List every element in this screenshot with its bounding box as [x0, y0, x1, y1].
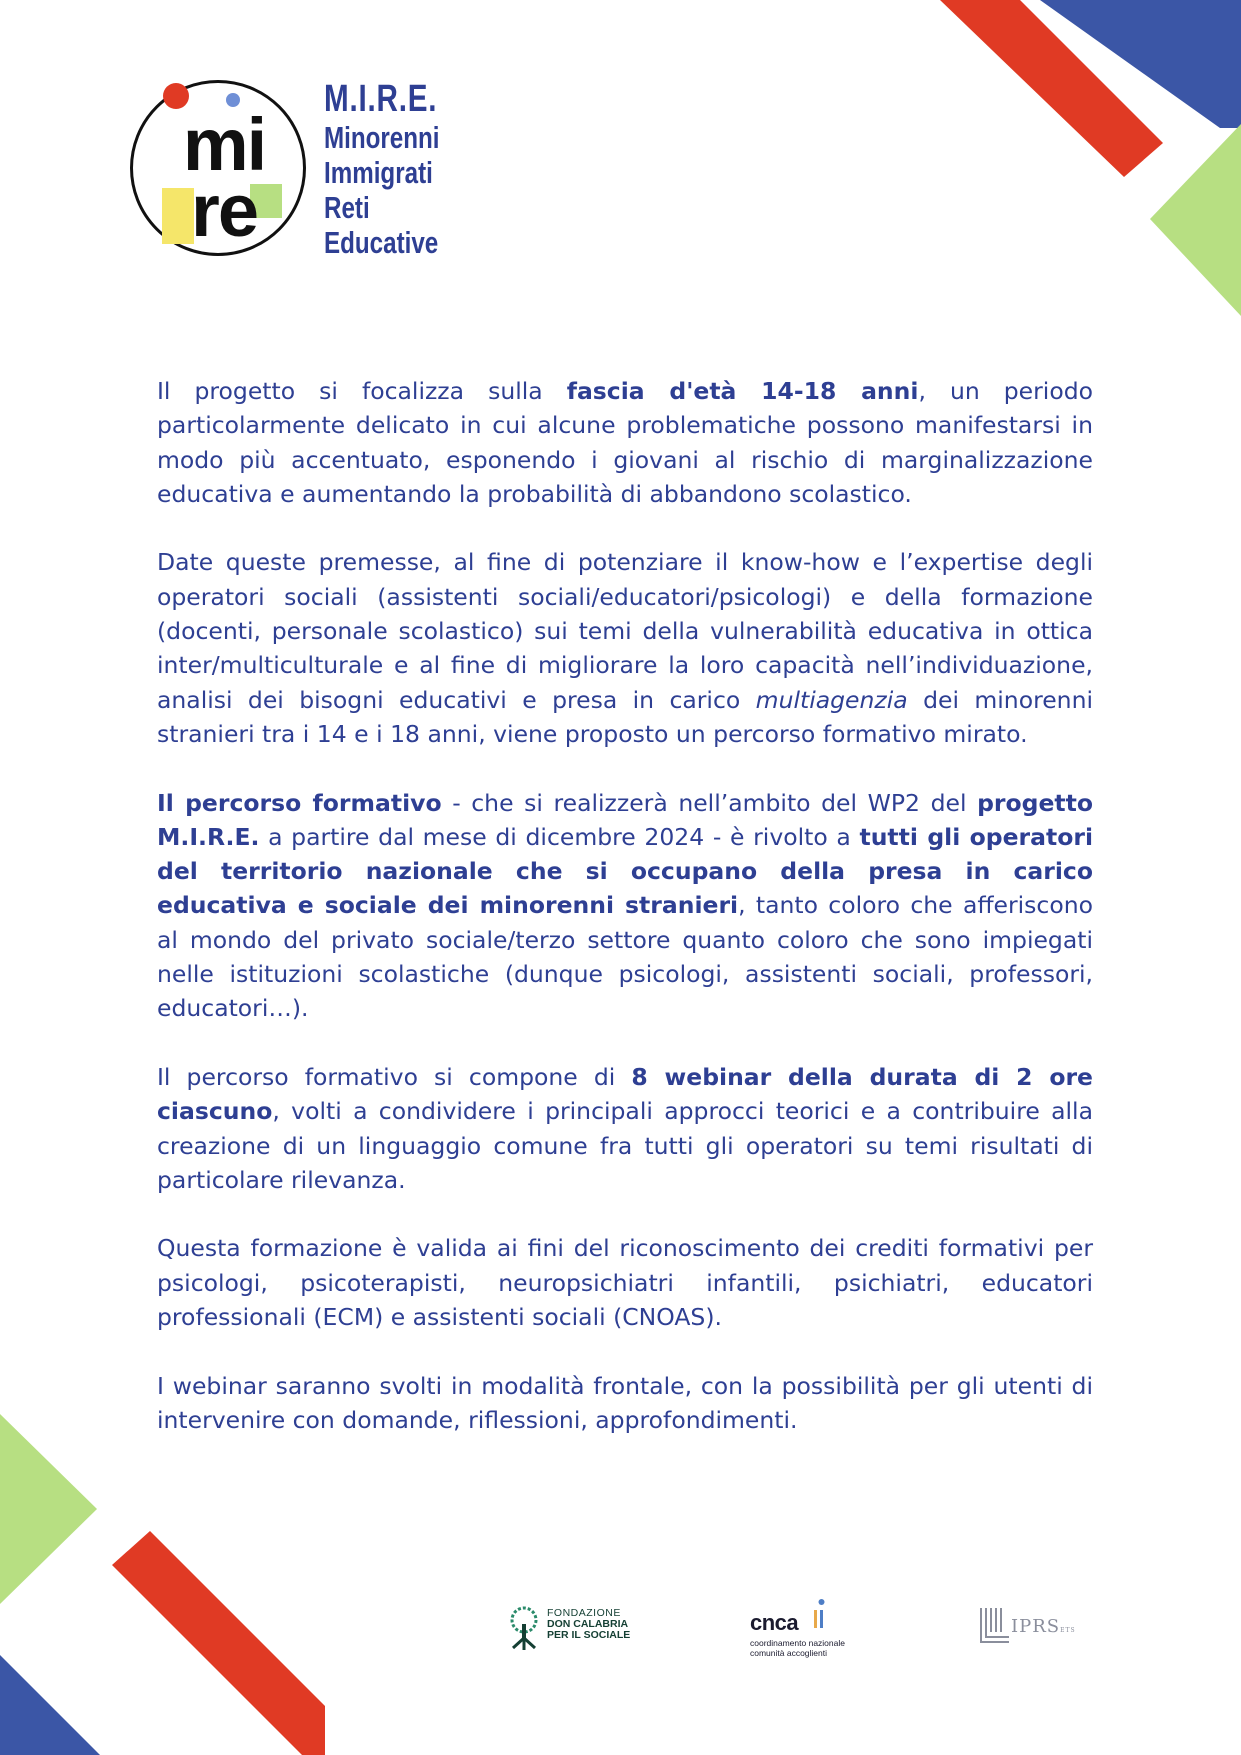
mire-logo: [128, 72, 468, 272]
bold-text: progetto M.I.R.E.: [157, 788, 1093, 851]
bold-text: 8 webinar della durata di 2 ore ciascuno: [157, 1062, 1093, 1126]
logo-line-immigrati: Immigrati: [324, 155, 433, 190]
tree-icon: [505, 1606, 543, 1652]
dcs-line-2: DON CALABRIA: [547, 1618, 629, 1630]
text: Date queste premesse, al fine di potenziare il know-how e l’expertise degli operatori sociali (assistenti sociali/educatori/psicologi) e della formazione (docenti, personale scolastico) sui temi della vulnerabilità educativa in ottica inter/multiculturale e al fine di migliorare la loro capacità nell’individuazione, analisi dei bisogni educativi e presa in carico: [157, 548, 1093, 714]
paragraph-credits: [157, 1231, 1093, 1334]
iprs-logo: [977, 1606, 1076, 1651]
text: - che si realizzerà nell’ambito del WP2 del: [441, 788, 978, 817]
text: a partire dal mese di dicembre 2024 - è rivolto a: [259, 822, 860, 851]
partner-logos: [505, 1594, 1105, 1664]
dcs-line-3: PER IL SOCIALE: [547, 1629, 631, 1641]
text: , un periodo particolarmente delicato in cui alcune problematiche possono manifestarsi in modo più accentuato, esponendo i giovani al rischio di marginalizzazione educativa e aumentando la probabilità di abbandono scolastico.: [157, 377, 1093, 508]
bold-text: fascia d'età 14-18 anni: [566, 377, 919, 405]
bottom-left-green-triangle: [0, 1414, 97, 1604]
text: Il progetto si focalizza sulla: [157, 377, 567, 405]
logo-mark-top: mi: [182, 103, 266, 186]
logo-line-reti: Reti: [324, 190, 370, 225]
iprs-name: [1011, 1616, 1076, 1637]
italic-text: multiagenzia: [755, 685, 908, 714]
cnca-name: cnca: [750, 1610, 799, 1635]
document-body: [157, 374, 1093, 1472]
logo-yellow-square: [162, 188, 194, 244]
iprs-suffix: ETS: [1060, 1627, 1076, 1634]
logo-title: M.I.R.E.: [324, 78, 438, 120]
top-right-green-triangle: [1150, 124, 1241, 316]
paragraph-age-range: [157, 374, 1093, 511]
text: Il percorso formativo si compone di: [157, 1062, 632, 1091]
text: Questa formazione è valida ai fini del riconoscimento dei crediti formativi per psicologi, psicoterapisti, neuropsichiatri infantili, psichiatri, educatori professionali (ECM) e assistenti sociali (CNOAS).: [157, 1234, 1093, 1332]
fondazione-don-calabria-logo: [505, 1606, 631, 1657]
bottom-left-red-stripe: [112, 1531, 325, 1755]
text: , volti a condividere i principali approcci teorici e a contribuire alla creazione di un linguaggio comune fra tutti gli operatori su temi risultati di particolare rilevanza.: [157, 1097, 1093, 1194]
cnca-sub-line-2: comunità accoglienti: [750, 1648, 828, 1658]
cnca-subtitle: [750, 1638, 845, 1658]
iprs-name-text: IPRS: [1011, 1616, 1061, 1637]
logo-wordmark: [324, 78, 440, 260]
cnca-sub-line-1: coordinamento nazionale: [750, 1638, 845, 1648]
paragraph-webinars: [157, 1060, 1093, 1197]
paragraph-format: [157, 1369, 1093, 1438]
cnca-bars-icon: [814, 1598, 828, 1628]
bold-text: tutti gli operatori del territorio nazionale che si occupano della presa in carico educativa e sociale dei minorenni stranieri: [157, 822, 1094, 920]
logo-line-educative: Educative: [324, 225, 439, 260]
logo-mark-bottom: re: [191, 169, 257, 252]
dcs-line-1: FONDAZIONE: [547, 1607, 621, 1619]
bold-text: Il percorso formativo: [157, 788, 442, 817]
logo-line-minorenni: Minorenni: [324, 120, 440, 155]
text: I webinar saranno svolti in modalità frontale, con la possibilità per gli utenti di intervenire con domande, riflessioni, approfondimenti.: [157, 1371, 1093, 1434]
dcs-text: [547, 1608, 630, 1641]
iprs-columns-icon: [977, 1606, 1011, 1646]
logo-mark: [128, 72, 318, 272]
text: dei minorenni stranieri tra i 14 e i 18 anni, viene proposto un percorso formativo mirato.: [157, 685, 1093, 748]
paragraph-training-path: [157, 786, 1093, 1026]
paragraph-premises: [157, 545, 1093, 751]
bottom-left-blue-stripe: [0, 1655, 100, 1755]
text: , tanto coloro che afferiscono al mondo del privato sociale/terzo settore quanto coloro che sono impiegati nelle istituzioni scolastiche (dunque psicologi, assistenti sociali, professori, educatori…).: [157, 891, 1093, 1023]
